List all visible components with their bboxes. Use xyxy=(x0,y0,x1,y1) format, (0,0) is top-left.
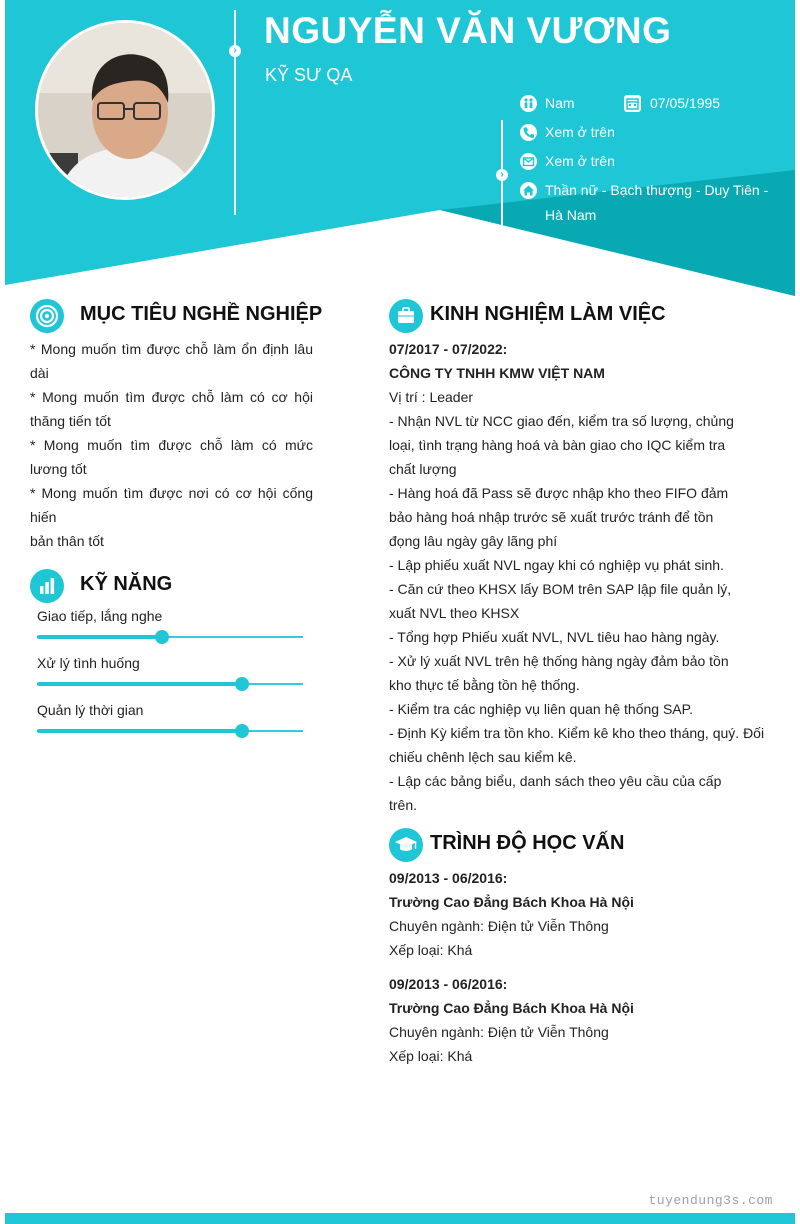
skill-bar xyxy=(37,630,303,644)
address-line-1: Thần nữ - Bạch thượng - Duy Tiên - xyxy=(545,182,769,198)
experience-line: - Định Kỳ kiểm tra tồn kho. Kiểm kê kho theo tháng, quý. Đối xyxy=(389,725,765,741)
experience-line: - Nhận NVL từ NCC giao đến, kiểm tra số lượng, chủng xyxy=(389,413,734,429)
experience-line: - Căn cứ theo KHSX lấy BOM trên SAP lập file quản lý, xyxy=(389,581,732,597)
experience-period: 07/2017 - 07/2022: xyxy=(389,341,508,357)
education-period: 09/2013 - 06/2016: xyxy=(389,870,508,886)
experience-line: loại, tình trạng hàng hoá và bàn giao cho IQC kiểm tra xyxy=(389,437,726,453)
skill-knob xyxy=(235,724,249,738)
education-major: Chuyên ngành: Điện tử Viễn Thông xyxy=(389,918,609,934)
skill-fill xyxy=(37,682,242,686)
skills-title: KỸ NĂNG xyxy=(80,573,173,595)
skill-item xyxy=(37,608,303,644)
header-divider-left xyxy=(234,10,236,215)
objective-line: hiến xyxy=(30,509,57,525)
experience-line: - Lập các bảng biểu, danh sách theo yêu cầu của cấp xyxy=(389,773,722,789)
objective-line: * Mong muốn tìm được nơi có cơ hội cống xyxy=(30,485,313,501)
skill-fill xyxy=(37,635,162,639)
job-title: KỸ SƯ QA xyxy=(265,65,353,85)
experience-line: trên. xyxy=(389,797,418,813)
email-value: Xem ở trên xyxy=(545,153,615,169)
chevron-right-icon: › xyxy=(496,169,508,181)
watermark: tuyendung3s.com xyxy=(648,1193,773,1208)
skill-item xyxy=(37,702,303,738)
calendar-icon xyxy=(624,95,641,112)
experience-company: CÔNG TY TNHH KMW VIỆT NAM xyxy=(389,365,605,381)
gender-value: Nam xyxy=(545,95,575,111)
experience-line: Vị trí : Leader xyxy=(389,389,474,405)
phone-icon xyxy=(520,124,537,141)
experience-line: chiếu chênh lệch sau kiểm kê. xyxy=(389,749,577,765)
objective-line: * Mong muốn tìm được chỗ làm có mức xyxy=(30,437,313,453)
experience-line: - Lập phiếu xuất NVL ngay khi có nghiệp vụ phát sinh. xyxy=(389,557,724,573)
objective-line: * Mong muốn tìm được chỗ làm ổn định lâu xyxy=(30,341,313,357)
bar-chart-icon xyxy=(30,569,64,603)
skill-knob xyxy=(155,630,169,644)
experience-line: chất lượng xyxy=(389,461,457,477)
footer-bar xyxy=(5,1213,795,1224)
education-period: 09/2013 - 06/2016: xyxy=(389,976,508,992)
experience-title: KINH NGHIỆM LÀM VIỆC xyxy=(430,303,666,325)
home-icon xyxy=(520,182,537,199)
avatar xyxy=(35,20,215,200)
objective-line: dài xyxy=(30,365,49,381)
objective-line: thăng tiến tốt xyxy=(30,413,111,429)
skill-name: Xử lý tình huống xyxy=(37,655,140,671)
experience-line: đọng lâu ngày gây lãng phí xyxy=(389,533,558,549)
experience-line: - Kiểm tra các nghiệp vụ liên quan hệ thống SAP. xyxy=(389,701,694,717)
education-entry xyxy=(389,866,784,962)
education-major: Chuyên ngành: Điện tử Viễn Thông xyxy=(389,1024,609,1040)
experience-line: - Tổng hợp Phiếu xuất NVL, NVL tiêu hao hàng ngày. xyxy=(389,629,720,645)
full-name: NGUYỄN VĂN VƯƠNG xyxy=(264,10,672,51)
briefcase-icon xyxy=(389,299,423,333)
birthday-value: 07/05/1995 xyxy=(650,95,721,111)
experience-text xyxy=(389,337,784,817)
objective-text xyxy=(30,337,313,553)
address-value xyxy=(545,178,768,228)
experience-line: bảo hàng hoá nhập trước sẽ xuất trước tránh để tồn xyxy=(389,509,714,525)
graduation-cap-icon xyxy=(389,828,423,862)
education-school: Trường Cao Đẳng Bách Khoa Hà Nội xyxy=(389,894,634,910)
objective-line: lương tốt xyxy=(30,461,87,477)
experience-line: kho thực tế bằng tồn hệ thống. xyxy=(389,677,580,693)
experience-line: - Hàng hoá đã Pass sẽ được nhập kho theo FIFO đảm xyxy=(389,485,729,501)
chevron-right-icon: › xyxy=(229,45,241,57)
gender-icon xyxy=(520,95,537,112)
target-icon xyxy=(30,299,64,333)
education-grade: Xếp loại: Khá xyxy=(389,1048,473,1064)
skill-bar xyxy=(37,677,303,691)
education-grade: Xếp loại: Khá xyxy=(389,942,473,958)
skill-bar xyxy=(37,724,303,738)
education-school: Trường Cao Đẳng Bách Khoa Hà Nội xyxy=(389,1000,634,1016)
objective-line: * Mong muốn tìm được chỗ làm có cơ hội xyxy=(30,389,313,405)
skill-item xyxy=(37,655,303,691)
skill-name: Giao tiếp, lắng nghe xyxy=(37,608,163,624)
education-title: TRÌNH ĐỘ HỌC VẤN xyxy=(430,832,625,854)
objective-title: MỤC TIÊU NGHỀ NGHIỆP xyxy=(80,303,323,325)
phone-value: Xem ở trên xyxy=(545,124,615,140)
objective-line: bản thân tốt xyxy=(30,533,104,549)
email-icon xyxy=(520,153,537,170)
experience-line: xuất NVL theo KHSX xyxy=(389,605,520,621)
skill-name: Quản lý thời gian xyxy=(37,702,144,718)
experience-line: - Xử lý xuất NVL trên hệ thống hàng ngày đảm bảo tồn xyxy=(389,653,729,669)
skill-knob xyxy=(235,677,249,691)
address-line-2: Hà Nam xyxy=(545,207,597,223)
skill-fill xyxy=(37,729,242,733)
education-entry xyxy=(389,972,784,1068)
